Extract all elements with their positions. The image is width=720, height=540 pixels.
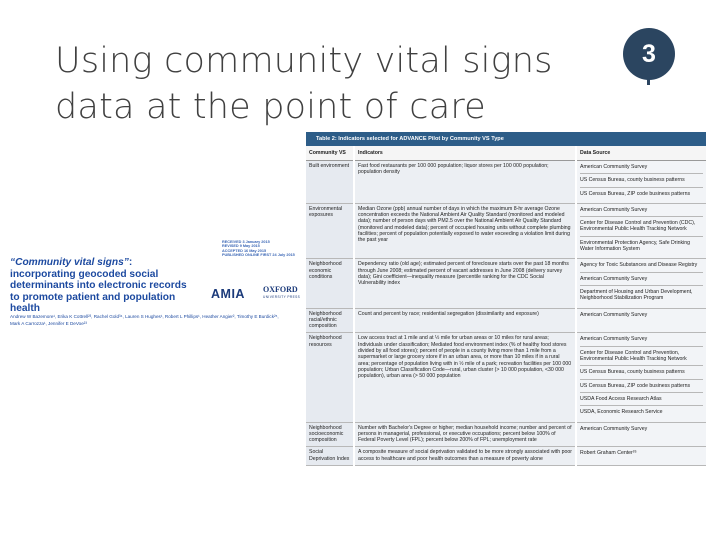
table-row — [306, 203, 706, 258]
header-indicators: Indicators — [354, 146, 576, 161]
data-source-item: US Census Bureau, county business patterns — [580, 368, 703, 379]
row-community-vs: Neighborhood resources — [306, 333, 354, 422]
row-indicators: Count and percent by race; residential segregation (dissimilarity and exposure) — [354, 308, 576, 333]
row-community-vs: Environmental exposures — [306, 203, 354, 258]
row-indicators: Dependency ratio (old age); estimated percent of foreclosure starts over the past 18 months through June 2008; estimated percent of vacant addresses in June 2008 (delivery survey data); Gini coefficient—inequality measure (percentile ranking for the CDC Social Vulnerability index — [354, 259, 576, 308]
table-caption: Table 2: Indicators selected for ADVANCE Pilot by Community VS Type — [306, 132, 706, 146]
slide-number-badge: 3 — [623, 28, 675, 80]
indicators-table-figure — [306, 132, 706, 520]
data-source-item: Environmental Protection Agency, Safe Drinking Water Information System — [580, 239, 691, 253]
slide-title: Using community vital signs data at the point of care — [55, 41, 553, 127]
data-source-item: USDA Food Access Research Atlas — [580, 395, 703, 406]
row-indicators: Number with Bachelor's Degree or higher; median household income; number and percent of persons in managerial, professional, or executive occupations; percent below 100% of Federal Poverty Level (FPL); percent below 200% of FPL; unemployment rate — [354, 422, 576, 447]
table-row — [306, 308, 706, 333]
paper-thumbnail — [8, 238, 301, 366]
row-community-vs: Social Deprivation Index — [306, 447, 354, 466]
indicators-table — [306, 146, 706, 466]
table-row — [306, 161, 706, 204]
row-data-sources — [576, 447, 706, 466]
row-community-vs: Neighborhood socioeconomic composition — [306, 422, 354, 447]
paper-dates — [222, 240, 302, 257]
header-data-source: Data Source — [576, 146, 706, 161]
data-source-item: American Community Survey — [580, 163, 703, 174]
oxford-logo-subtitle: UNIVERSITY PRESS — [263, 295, 301, 299]
data-source-item: Center for Disease Control and Prevention, Environmental Public Health Tracking Network — [580, 349, 703, 367]
row-indicators: Fast food restaurants per 100 000 population; liquor stores per 100 000 population; population density — [354, 161, 576, 204]
row-data-sources — [576, 161, 706, 204]
table-body — [306, 161, 706, 466]
paper-date-accepted: ACCEPTED 16 May 2015 — [222, 248, 267, 253]
row-data-sources — [576, 422, 706, 447]
data-source-item: American Community Survey — [580, 335, 703, 346]
row-community-vs: Neighborhood economic conditions — [306, 259, 354, 308]
row-data-sources — [576, 333, 706, 422]
slide-number-badge-tail — [647, 79, 650, 85]
table-row — [306, 259, 706, 308]
data-source-item: American Community Survey — [580, 425, 648, 432]
data-source-item: Robert Graham Center²⁶ — [580, 450, 637, 457]
data-source-item: USDA, Economic Research Service — [580, 409, 663, 416]
row-indicators: Low access tract at 1 mile and at ½ mile for urban areas or 10 miles for rural areas; Individuals under classification; Mediated food environment index (% of healthy food stores divided by all food stores); percent of people in a county living more than 1 mile from a supermarket or large grocery store if in an urban area, or more than 10 miles if in a rural area; percentage of population living with in ½ mile of a park; recreation facilities per 100 000 population; Urban Classification Code—rural, urban cluster (> 10 000 population, <30 000 population), urban area (> 50 000 population — [354, 333, 576, 422]
data-source-item: Agency for Toxic Substances and Disease Registry — [580, 261, 703, 272]
data-source-item: American Community Survey — [580, 311, 648, 318]
paper-date-received: RECEIVED 3 January 2015 — [222, 240, 270, 244]
row-community-vs: Built environment — [306, 161, 354, 204]
amia-logo: AMIA — [211, 287, 245, 301]
paper-title-quote: “Community vital signs” — [10, 257, 129, 268]
row-data-sources — [576, 259, 706, 308]
oxford-logo: OXFORD — [263, 285, 298, 294]
publisher-logos — [211, 287, 303, 301]
paper-title — [10, 257, 188, 315]
header-community-vs: Community VS — [306, 146, 354, 161]
row-community-vs: Neighborhood racial/ethnic composition — [306, 308, 354, 333]
data-source-item: Center for Disease Control and Prevention (CDC), Environmental Public Health Tracking Network — [580, 219, 703, 237]
row-indicators: Median Ozone (ppb) annual number of days in which the maximum 8-hr average Ozone concentration exceeds the National Ambient Air Quality Standard (monitored and modeled data); number of person days with PM2.5 over the National Ambient Air Quality Standard (monitored and modeled data); percent of occupied housing units without complete plumbing facilities; percent of population potentially exposed to water exceeding a violation limit during the past year — [354, 203, 576, 258]
table-row — [306, 333, 706, 422]
table-header-row — [306, 146, 706, 161]
row-data-sources — [576, 203, 706, 258]
data-source-item: American Community Survey — [580, 275, 703, 286]
paper-date-published: PUBLISHED ONLINE FIRST 24 July 2015 — [222, 252, 295, 257]
data-source-item: American Community Survey — [580, 206, 703, 217]
paper-authors: Andrew W Bazemore¹, Erika K Cottrell²³, Rachel Gold³⁴, Lauren S Hughes¹, Robert L Phillips¹, Heather Angier², Timothy E Burdick²⁵, Mark A Carrozza¹, Jennifer E DeVoe²³ — [10, 314, 279, 326]
row-data-sources — [576, 308, 706, 333]
data-source-item: US Census Bureau, county business patterns — [580, 176, 703, 187]
data-source-item: US Census Bureau, ZIP code business patterns — [580, 190, 691, 197]
data-source-item: US Census Bureau, ZIP code business patterns — [580, 382, 703, 393]
row-indicators: A composite measure of social deprivation validated to be more strongly associated with poor access to healthcare and poor health outcomes than a measure of poverty alone — [354, 447, 576, 466]
data-source-item: Department of Housing and Urban Development, Neighborhood Stabilization Program — [580, 288, 693, 302]
table-row — [306, 447, 706, 466]
paper-date-revised: REVISED 9 May 2015 — [222, 244, 260, 249]
paper-title-rest: : incorporating geocoded social determinants into electronic records to promote patient and population health — [10, 257, 187, 314]
table-row — [306, 422, 706, 447]
